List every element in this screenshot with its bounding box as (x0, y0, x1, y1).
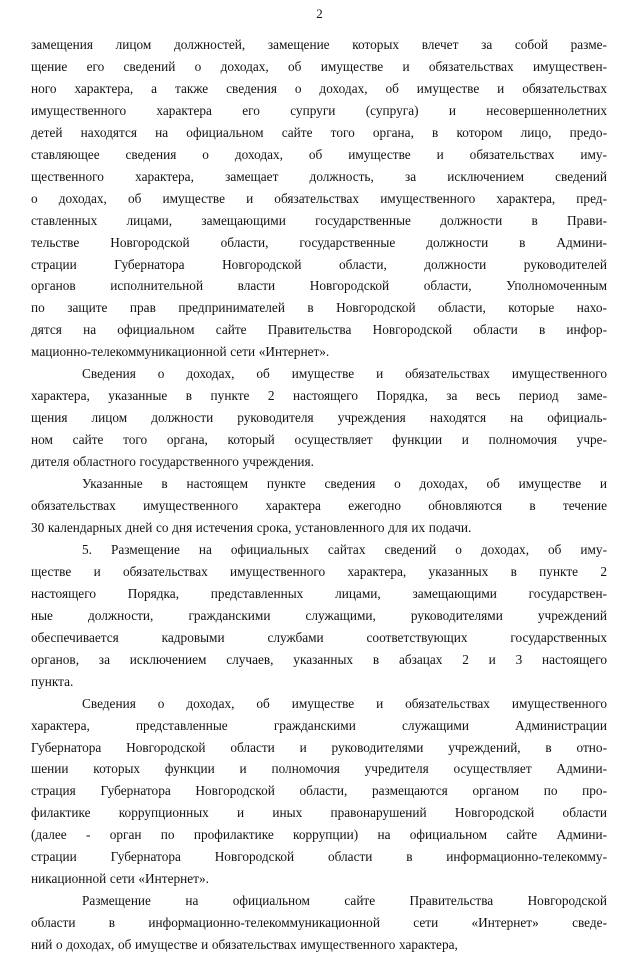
text-line: характера, указанные в пункте 2 настоящего Порядка, за весь период заме- (31, 388, 607, 404)
text-line: имущественного характера его супруги (супруга) и несовершеннолетних (31, 102, 607, 118)
text-line: настоящего Порядка, представленных лицами, замещающими государствен- (31, 585, 607, 601)
text-line: ные должности, гражданскими служащими, руководителями учреждений (31, 607, 607, 623)
text-line: шении которых функции и полномочия учредителя осуществляет Админи- (31, 761, 607, 777)
text-line: Размещение на официальном сайте Правительства Новгородской (82, 893, 607, 909)
text-line: страции Губернатора Новгородской области в информационно-телекомму- (31, 849, 607, 865)
text-line: щественного характера, замещает должность, за исключением сведений (31, 168, 607, 184)
text-line: органов, за исключением случаев, указанных в абзацах 2 и 3 настоящего (31, 651, 607, 667)
text-line: ставляющее сведения о доходах, об имуществе и обязательствах иму- (31, 146, 607, 162)
text-line: (далее - орган по профилактике коррупции) на официальном сайте Админи- (31, 827, 607, 843)
text-line: мационно-телекоммуникационной сети «Интернет». (31, 344, 330, 360)
text-line: щение его сведений о доходах, об имуществе и обязательствах имуществен- (31, 58, 607, 74)
text-line: Сведения о доходах, об имуществе и обязательствах имущественного (82, 695, 607, 711)
paragraph (31, 473, 607, 539)
text-line: детей находятся на официальном сайте того органа, в котором лицо, предо- (31, 124, 607, 140)
text-line: ном сайте того органа, который осуществляет функции и полномочия учре- (31, 432, 607, 448)
text-line: замещения лицом должностей, замещение которых влечет за собой разме- (31, 37, 607, 52)
text-line: страция Губернатора Новгородской области, размещаются органом по про- (31, 783, 607, 799)
text-line: дятся на официальном сайте Правительства Новгородской области в инфор- (31, 322, 607, 338)
text-line: тельстве Новгородской области, государственные должности в Админи- (31, 234, 607, 250)
text-line: характера, представленные гражданскими служащими Администрации (31, 717, 607, 733)
paragraph (31, 539, 607, 693)
text-line: ществе и обязательствах имущественного характера, указанных в пункте 2 (31, 563, 607, 579)
text-line: дителя областного государственного учреждения. (31, 454, 314, 470)
text-line: ного характера, а также сведения о доходах, об имуществе и обязательствах (31, 80, 607, 96)
document-body (31, 34, 607, 956)
text-line: ний о доходах, об имуществе и обязательствах имущественного характера, (31, 937, 458, 953)
text-line: о доходах, об имуществе и обязательствах имущественного характера, пред- (31, 190, 607, 206)
paragraph (31, 693, 607, 891)
text-line: обеспечивается кадровыми службами соответствующих государственных (31, 629, 607, 645)
text-line: Указанные в настоящем пункте сведения о доходах, об имуществе и (82, 476, 607, 492)
paragraph (31, 363, 607, 473)
text-line: ставленных лицами, замещающими государственные должности в Прави- (31, 212, 607, 228)
text-line: пункта. (31, 673, 74, 689)
text-line: по защите прав предпринимателей в Новгородской области, которые нахо- (31, 300, 607, 316)
text-line: Сведения о доходах, об имуществе и обязательствах имущественного (82, 366, 607, 382)
paragraph (31, 34, 607, 363)
text-line: страции Губернатора Новгородской области, должности руководителей (31, 256, 607, 272)
page-number: 2 (316, 6, 323, 21)
text-line: области в информационно-телекоммуникационной сети «Интернет» сведе- (31, 915, 607, 931)
paragraph (31, 890, 607, 956)
text-line: 30 календарных дней со дня истечения срока, установленного для их подачи. (31, 519, 472, 535)
text-line: Губернатора Новгородской области и руководителями учреждений, в отно- (31, 739, 607, 755)
text-line: никационной сети «Интернет». (31, 871, 209, 887)
text-line: органов исполнительной власти Новгородской области, Уполномоченным (31, 278, 607, 294)
text-line: щения лицом должности руководителя учреждения находятся на официаль- (31, 410, 607, 426)
text-line: филактике коррупционных и иных правонарушений Новгородской области (31, 805, 607, 821)
text-line: 5. Размещение на официальных сайтах сведений о доходах, об иму- (82, 541, 607, 557)
text-line: обязательствах имущественного характера ежегодно обновляются в течение (31, 498, 607, 514)
